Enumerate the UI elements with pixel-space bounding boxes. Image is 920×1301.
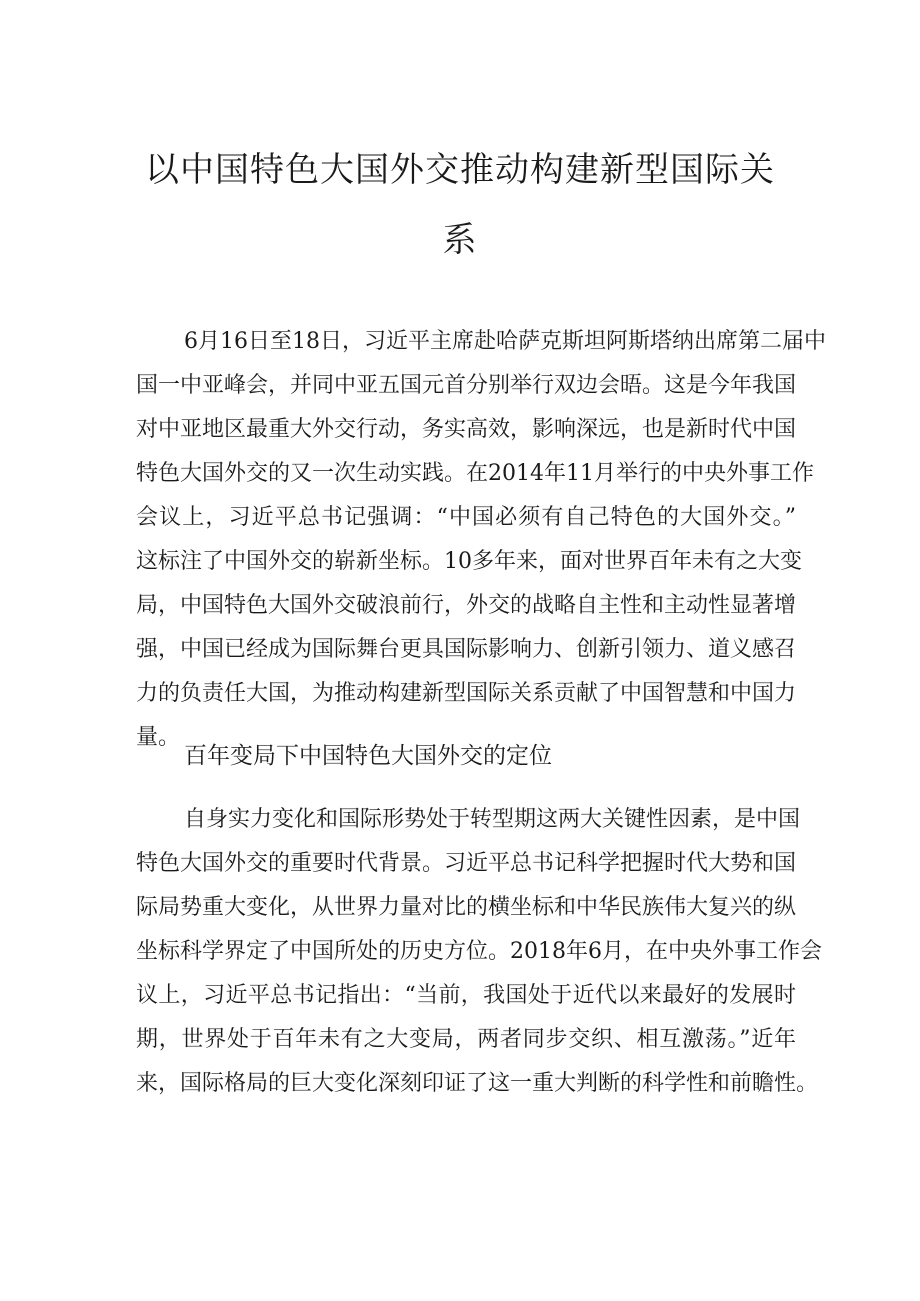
paragraph-line: 6月16日至18日，习近平主席赴哈萨克斯坦阿斯塔纳出席第二届中 [184, 329, 826, 354]
article-title-line-1: 以中国特色大国外交推动构建新型国际关 [145, 150, 775, 190]
paragraph-line: 对中亚地区最重大外交行动，务实高效，影响深远，也是新时代中国 [136, 417, 797, 442]
paragraph-line: 国一中亚峰会，并同中亚五国元首分别举行双边会晤。这是今年我国 [136, 373, 797, 398]
paragraph-line: 局，中国特色大国外交破浪前行，外交的战略自主性和主动性显著增 [136, 593, 797, 618]
paragraph-line: 特色大国外交的重要时代背景。习近平总书记科学把握时代大势和国 [136, 851, 797, 876]
paragraph-line: 会议上，习近平总书记强调：“中国必须有自己特色的大国外交。” [136, 505, 796, 530]
paragraph-line: 期，世界处于百年未有之大变局，两者同步交织、相互激荡。”近年 [136, 1027, 796, 1052]
paragraph-line: 特色大国外交的又一次生动实践。在2014年11月举行的中央外事工作 [136, 461, 814, 486]
paragraph-line: 量。 [136, 725, 181, 750]
paragraph-line: 这标注了中国外交的崭新坐标。10多年来，面对世界百年未有之大变 [136, 549, 802, 574]
article-title-line-2: 系 [442, 220, 478, 260]
paragraph-line: 强，中国已经成为国际舞台更具国际影响力、创新引领力、道义感召 [136, 637, 797, 662]
paragraph-line: 议上，习近平总书记指出：“当前，我国处于近代以来最好的发展时 [136, 983, 796, 1008]
paragraph-line: 坐标科学界定了中国所处的历史方位。2018年6月，在中央外事工作会 [136, 939, 822, 964]
section-heading: 百年变局下中国特色大国外交的定位 [184, 743, 552, 769]
paragraph-line: 来，国际格局的巨大变化深刻印证了这一重大判断的科学性和前瞻性。 [136, 1071, 819, 1096]
paragraph-line: 自身实力变化和国际形势处于转型期这两大关键性因素，是中国 [184, 807, 801, 832]
paragraph-line: 际局势重大变化，从世界力量对比的横坐标和中华民族伟大复兴的纵 [136, 895, 797, 920]
paragraph-positioning [136, 798, 822, 1106]
paragraph-intro [136, 320, 826, 760]
paragraph-line: 力的负责任大国，为推动构建新型国际关系贡献了中国智慧和中国力 [136, 681, 797, 706]
